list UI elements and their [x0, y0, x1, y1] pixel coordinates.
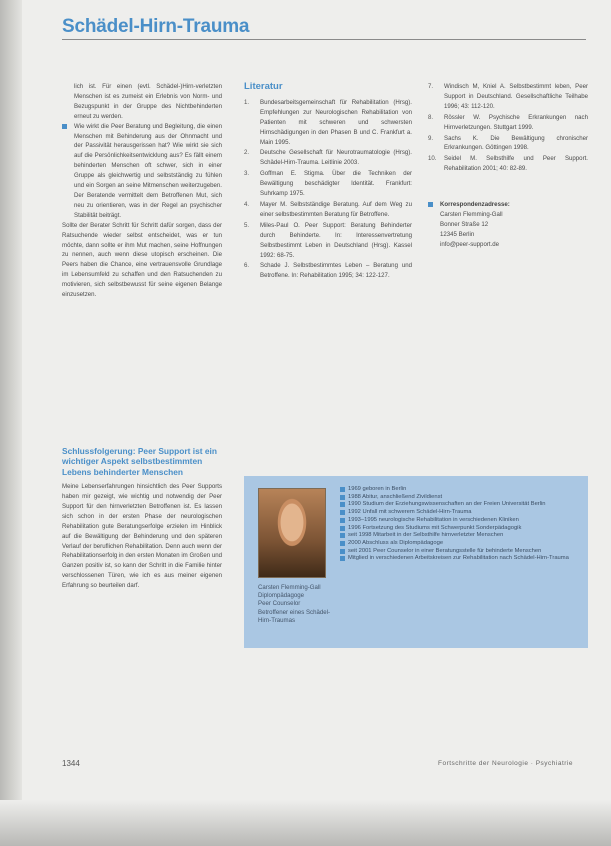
square-bullet-icon: [340, 541, 345, 546]
left-column: [62, 82, 222, 300]
page-binding-shadow: [0, 0, 22, 846]
bio-list-item: Mitglied in verschiedenen Arbeitskreisen zur Rehabilitation nach Schädel-Hirn-Trauma: [340, 555, 584, 563]
bio-list-item: 1969 geboren in Berlin: [340, 486, 584, 494]
conclusion-heading: Schlussfolgerung: Peer Support ist ein wichtiger Aspekt selbstbestimmten Lebens behinderter Menschen: [62, 446, 217, 477]
correspondence-line: Carsten Flemming-Gall: [440, 211, 503, 219]
bio-list-item: 1996 Fortsetzung des Studiums mit Schwerpunkt Sonderpädagogik: [340, 525, 584, 533]
square-bullet-icon: [62, 124, 67, 129]
reference-item: 10. Seidel M. Selbsthilfe und Peer Support. Rehabilitation 2001; 40: 82-89.: [428, 155, 588, 173]
square-bullet-icon: [428, 202, 433, 207]
page-number: 1344: [62, 759, 80, 768]
reference-item: 8. Rössler W. Psychische Erkrankungen nach Hirnverletzungen. Stuttgart 1999.: [428, 113, 588, 131]
correspondence-line: 12345 Berlin: [440, 230, 475, 238]
correspondence-heading: Korrespondenzadresse:: [428, 200, 588, 210]
left-paragraph-3: Sollte der Berater Schritt für Schritt dafür sorgen, dass der Ratsuchende wieder selbst entscheidet, was er tun möchte, dann sollte er ihm Mut machen, seine Hoffnungen zu nennen, auch wenn diese utopisch erscheinen. Die Peers haben die Chance, eine vertrauensvolle Grundlage im Lebensumfeld zu schaffen und den Ratsuchenden zu motivieren, sich selbstbewusst für seine eigenen Belange einzusetzen.: [62, 221, 222, 299]
correspondence-line: Bonner Straße 12: [440, 220, 489, 228]
author-portrait: [258, 488, 326, 578]
bio-list-item: 1988 Abitur, anschließend Zivildienst: [340, 494, 584, 502]
square-bullet-icon: [340, 526, 345, 531]
footer-source: Fortschritte der Neurologie · Psychiatrie: [437, 760, 573, 767]
square-bullet-icon: [340, 487, 345, 492]
bio-list-item: 1990 Studium der Erziehungswissenschaften an der Freien Universität Berlin: [340, 501, 584, 509]
reference-item: 6. Schade J. Selbstbestimmtes Leben – Beratung und Betroffene. In: Rehabilitation 1995; 34: 122-127.: [244, 262, 412, 280]
bio-list-item: 1992 Unfall mit schwerem Schädel-Hirn-Trauma: [340, 509, 584, 517]
portrait-caption: Carsten Flemming-Gall Diplompädagoge Peer Counselor Betroffener eines Schädel-Hirn-Traumas: [258, 584, 331, 624]
bio-list-item: seit 1998 Mitarbeit in der Selbsthilfe hirnverletzter Menschen: [340, 532, 584, 540]
reference-item: 7. Windisch M, Kniel A. Selbstbestimmt leben, Peer Support in Deutschland. Gesellschaftliche Teilhabe 1996; 43: 112-120.: [428, 83, 588, 110]
correspondence-line: info@peer-support.de: [440, 240, 500, 248]
conclusion-text: Meine Lebenserfahrungen hinsichtlich des Peer Supports haben mir gezeigt, wie wichtig und notwendig der Peer Support für den hirnverletzten Betroffenen ist. Es lassen sich schon in der ersten Phase der neurologischen Rehabilitation gute Beratungserfolge erzielen im Hinblick auf die Bewältigung der Behinderung und den späteren Verlauf der beruflichen Rehabilitation. Denn auch wenn der Rehabilitationserfolg in den ersten Monaten im Großen und Ganzen positiv ist, so kann der Schritt in die Familie hinter verschlossenen Türen, wie ich es aus meiner eigenen Erfahrung so beurteilen darf.: [62, 483, 222, 590]
left-paragraph-1: lich ist. Für einen (evtl. Schädel-)Hirn-verletzten Menschen ist es zumeist ein Erlebnis von Norm- und Bezugspunkt in der Gruppe des Nichtbehinderten erneut zu werden.: [74, 83, 222, 120]
bio-list-item: 2000 Abschluss als Diplompädagoge: [340, 540, 584, 548]
page-header-title: Schädel-Hirn-Trauma: [62, 16, 250, 37]
bio-list-item: 1993–1995 neurologische Rehabilitation in verschiedenen Kliniken: [340, 517, 584, 525]
square-bullet-icon: [340, 510, 345, 515]
header-rule: [62, 39, 586, 40]
square-bullet-icon: [340, 533, 345, 538]
square-bullet-icon: [340, 549, 345, 554]
square-bullet-icon: [340, 502, 345, 507]
reference-item: 9. Sachs K. Die Bewältigung chronischer Erkrankungen. Göttingen 1998.: [428, 134, 588, 152]
literature-column: [244, 82, 412, 282]
left-bullet-paragraph: [62, 122, 222, 221]
square-bullet-icon: [340, 518, 345, 523]
literature-heading: Literatur: [244, 81, 283, 92]
reference-item: 5. Miles-Paul O. Peer Support: Beratung Behinderter durch Behinderte. In: Interessenvertretung Selbstbestimmt Leben in Deutschland (Hrsg). Kassel 1992: 68-75.: [244, 221, 412, 259]
reference-item: 3. Goffman E. Stigma. Über die Techniken der Bewältigung beschädigter Identität. Frankfurt: Suhrkamp 1975.: [244, 170, 412, 198]
right-column: [428, 82, 588, 250]
page-bottom-shadow: [0, 800, 611, 846]
bio-list-item: seit 2001 Peer Counselor in einer Beratungsstelle für behinderte Menschen: [340, 548, 584, 556]
square-bullet-icon: [340, 556, 345, 561]
reference-item: 2. Deutsche Gesellschaft für Neurotraumatologie (Hrsg). Schädel-Hirn-Trauma. Leitlinie 2003.: [244, 149, 412, 167]
author-bio-list: [340, 486, 584, 563]
left-paragraph-2: Wie wirkt die Peer Beratung und Begleitung, die einen Menschen mit Behinderung aus der Ohnmacht und der Passivität herausgerissen hat? Wie wirkt sie sich auf die Persönlichkeitsentwicklung aus? Es fällt einem behinderten Menschen oft schwer, sich in einer Gruppe als gleichwertig und selbstständig zu fühlen und ein Sorgen an seine Mitmenschen weiterzugeben. Der Beratende vermittelt dem Betroffenen Mut, sich neu zu orientieren, was in der Regel an psychischer Stabilität beiträgt.: [74, 122, 222, 219]
reference-item: 4. Mayer M. Selbstständige Beratung. Auf dem Weg zu einer selbstbestimmten Beratung für Betroffene.: [244, 200, 412, 218]
reference-item: 1. Bundesarbeitsgemeinschaft für Rehabilitation (Hrsg). Empfehlungen zur Neurologischen Rehabilitation von Patienten mit schweren und schwersten Hirnschädigungen in den Phasen B und C. Frankfurt a. Main 1995.: [244, 98, 412, 146]
square-bullet-icon: [340, 495, 345, 500]
